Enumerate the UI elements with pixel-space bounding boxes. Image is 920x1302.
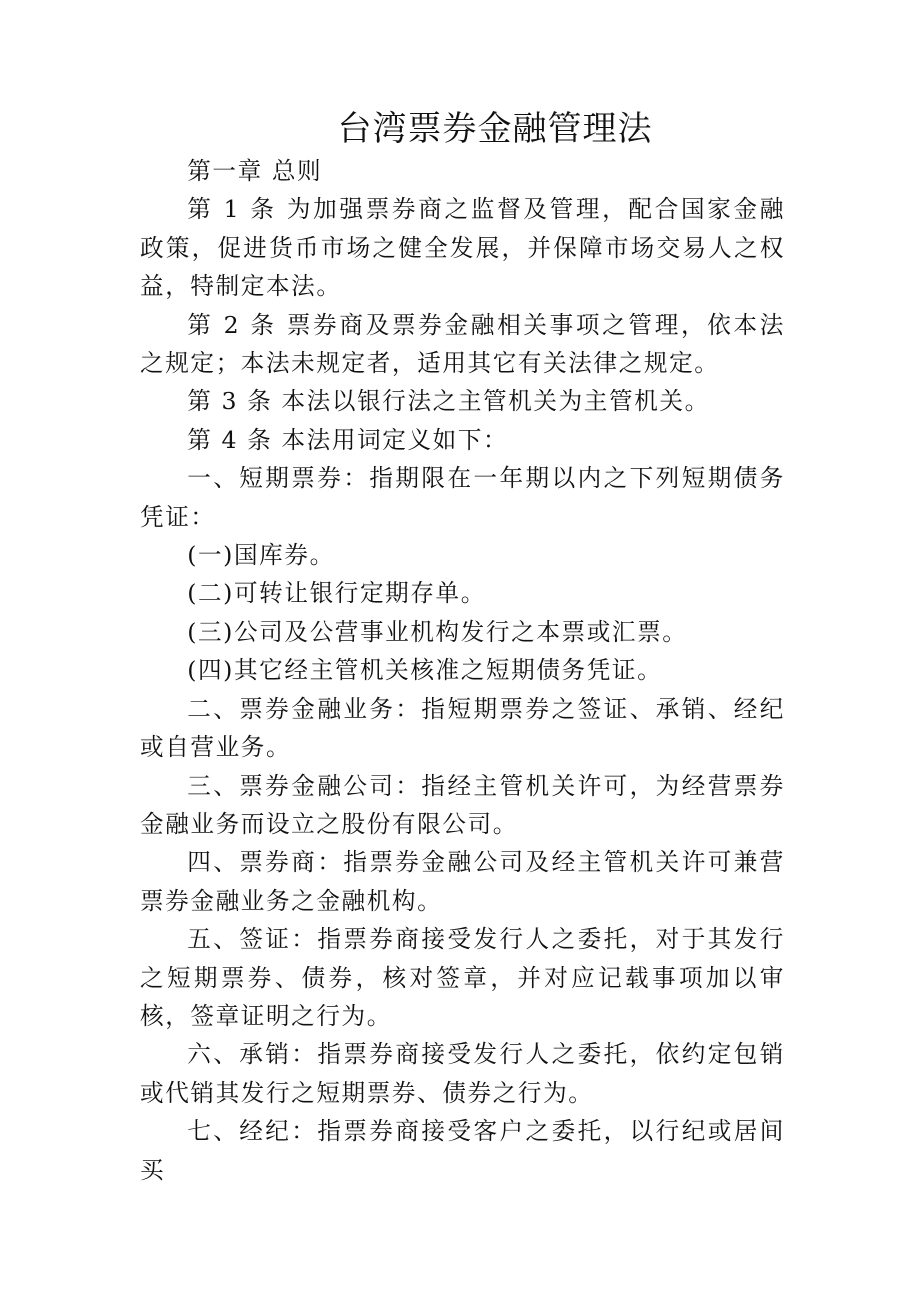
article-1: 第 1 条 为加强票券商之监督及管理，配合国家金融政策，促进货币市场之健全发展，并保障市场交易人之权益，特制定本法。 bbox=[140, 195, 785, 301]
definition-5: 五、签证：指票券商接受发行人之委托，对于其发行之短期票券、债券，核对签章，并对应记载事项加以审核，签章证明之行为。 bbox=[140, 925, 785, 1030]
definition-4: 四、票券商：指票券金融公司及经主管机关许可兼营票券金融业务之金融机构。 bbox=[140, 848, 785, 915]
article-4: 第 4 条 本法用词定义如下： bbox=[187, 425, 509, 454]
chapter-heading: 第一章 总则 bbox=[187, 157, 323, 185]
definition-3: 三、票券金融公司：指经主管机关许可，为经营票券金融业务而设立之股份有限公司。 bbox=[140, 771, 785, 838]
definition-1-item-3: (三)公司及公营事业机构发行之本票或汇票。 bbox=[187, 617, 688, 646]
definition-6: 六、承销：指票券商接受发行人之委托，依约定包销或代销其发行之短期票券、债券之行为。 bbox=[140, 1040, 785, 1107]
definition-1-item-1: (一)国库券。 bbox=[187, 541, 335, 570]
article-2: 第 2 条 票券商及票券金融相关事项之管理，依本法之规定；本法未规定者，适用其它有关法律之规定。 bbox=[140, 310, 785, 378]
definition-1-item-4: (四)其它经主管机关核准之短期债务凭证。 bbox=[187, 656, 663, 685]
article-3: 第 3 条 本法以银行法之主管机关为主管机关。 bbox=[187, 387, 710, 416]
definition-1-item-2: (二)可转让银行定期存单。 bbox=[187, 579, 486, 608]
definition-7: 七、经纪：指票券商接受客户之委托，以行纪或居间买 bbox=[140, 1117, 785, 1184]
definition-1: 一、短期票券：指期限在一年期以内之下列短期债务凭证： bbox=[140, 464, 785, 531]
document-body bbox=[140, 152, 785, 1189]
document-title: 台湾票券金融管理法 bbox=[337, 109, 653, 149]
definition-2: 二、票券金融业务：指短期票券之签证、承销、经纪或自营业务。 bbox=[140, 694, 785, 762]
